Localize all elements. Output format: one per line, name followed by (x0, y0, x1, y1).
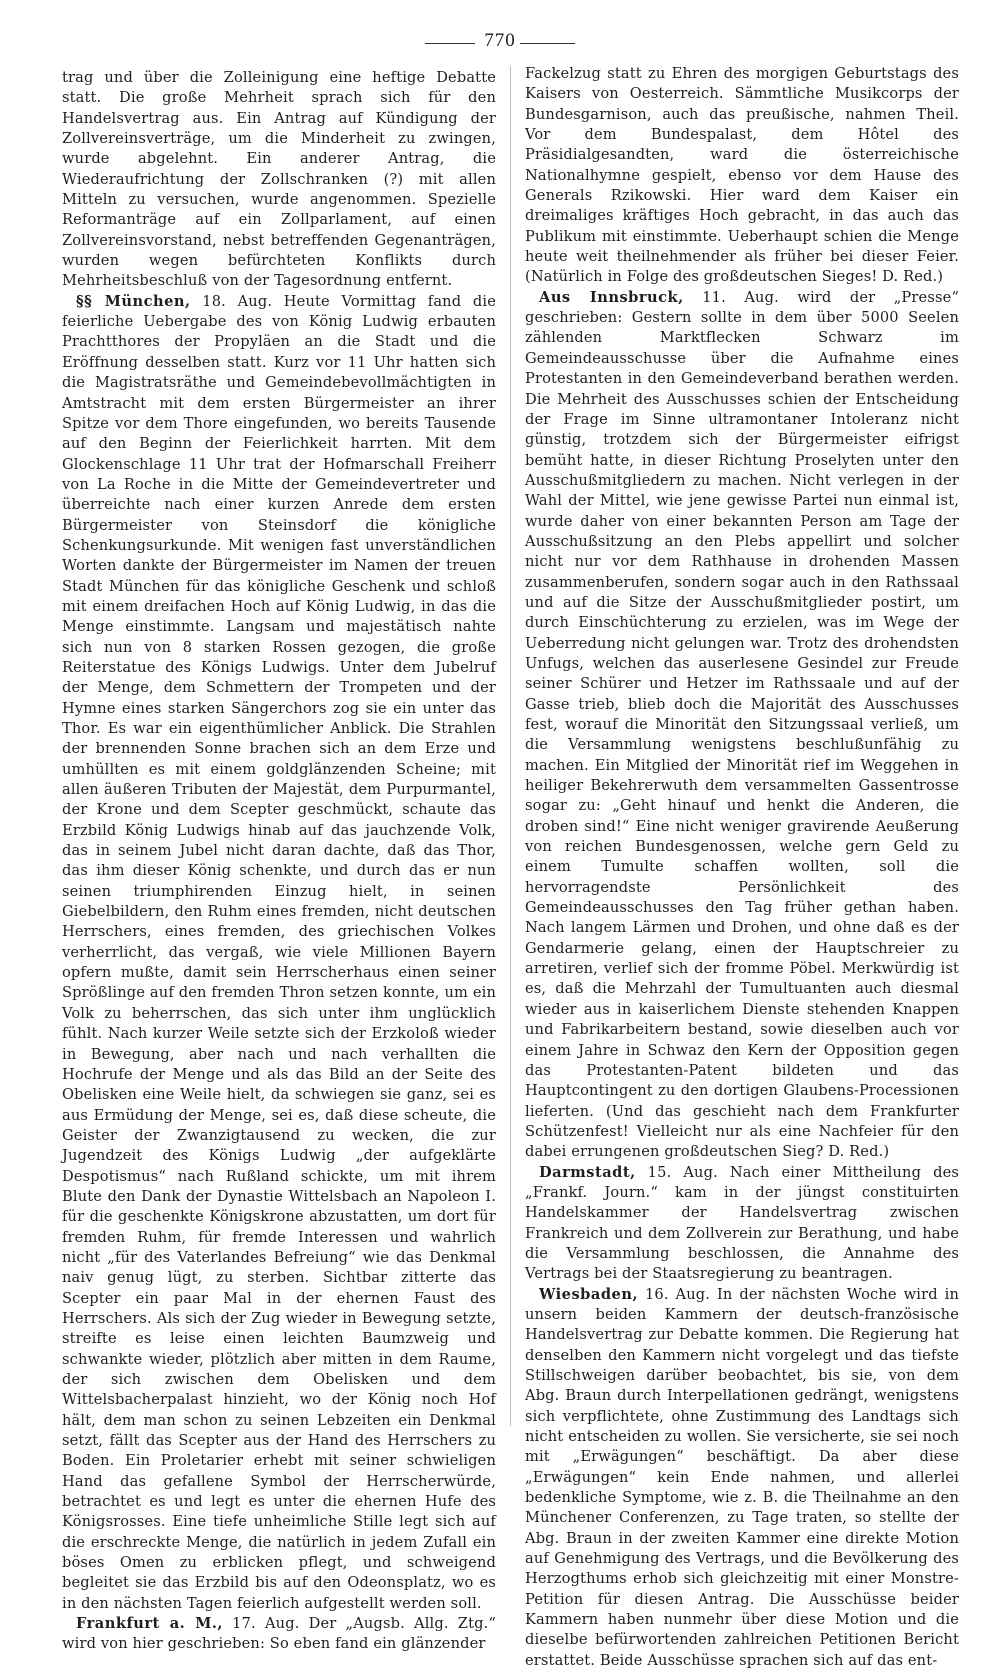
frankfurt-dateline: Frankfurt a. M., (76, 1615, 224, 1633)
darmstadt-dateline: Darmstadt, (539, 1163, 636, 1181)
wiesbaden-dateline: Wiesbaden, (539, 1285, 639, 1303)
page-number: 770 (484, 30, 516, 51)
frankfurt-article (62, 1614, 496, 1655)
column-divider (510, 66, 511, 1426)
innsbruck-article (525, 288, 959, 1163)
customs-union-debate-paragraph: trag und über die Zolleinigung eine heftige Debatte statt. Die große Mehrheit sprach sich für den Handelsvertrag aus. Ein Antrag auf Kündigung der Zollvereinsverträge, um die Minderheit zu zwingen, wurde abgelehnt. Ein anderer Antrag, die Wiederaufrichtung der Zollschranken (?) mit allen Mitteln zu versuchen, wurde angenommen. Spezielle Reformanträge auf ein Zollparlament, auf einen Zollvereinsvorstand, nebst betreffenden Gegenanträgen, wurden wegen befürchteten Konflikts durch Mehrheitsbeschluß von der Tagesordnung entfernt. (62, 69, 496, 290)
munich-dateline: §§ München, (76, 292, 191, 310)
wiesbaden-article (525, 1285, 959, 1671)
innsbruck-dateline: Aus Innsbruck, (539, 288, 684, 306)
innsbruck-text: 11. Aug. wird der „Presse“ geschrieben: Gestern sollte in dem über 5000 Seelen zählenden Marktflecken Schwarz im Gemeindeausschusse über die Aufnahme eines Protestanten in den Gemeindeverband berathen werden. Die Mehrheit des Ausschusses schien der Entscheidung der Frage im Sinne ultramontaner Intoleranz nicht günstig, trotzdem sich der Bürgermeister eifrigst bemüht hatte, in dieser Richtung Proselyten unter den Ausschußmitgliedern zu machen. Nicht verlegen in der Wahl der Mittel, wie jene gewisse Partei nun einmal ist, wurde daher von einer bekannten Person am Tage der Ausschußsitzung an den Plebs appellirt und solcher nicht nur vor dem Rathhause in drohenden Massen zusammenberufen, sondern sogar auch in den Rathssaal und auf die Sitze der Ausschußmitglieder postirt, um durch Einschüchterung zu erzielen, was im Wege der Ueberredung nicht gelungen war. Trotz des drohendsten Unfugs, welchen das auserlesene Gesindel zur Freude seiner Schürer und Hetzer im Rathssaale und auf der Gasse trieb, blieb doch die Majorität des Ausschusses fest, worauf die Minorität den Sitzungssaal verließ, um die Versammlung wenigstens beschlußunfähig zu machen. Ein Mitglied der Minorität rief im Weggehen in heiliger Bekehrerwuth dem versammelten Gassentrosse sogar zu: „Geht hinauf und henkt die Anderen, die droben sind!“ Eine nicht weniger gravirende Aeußerung von reichen Bundesgenossen, welche gern Geld zu einem Tumulte schaffen wollten, soll die hervorragendste Persönlichkeit des Gemeindeausschusses den Tag früher gethan haben. Nach langem Lärmen und Drohen, und ohne daß es der Gendarmerie gelang, einen der Hauptschreier zu arretiren, verlief sich der fromme Pöbel. Merkwürdig ist es, daß die Mehrzahl der Tumultuanten auch diesmal wieder aus in kaiserlichem Dienste stehenden Knappen und Fabrikarbeitern bestand, sowie dieselben auch vor einem Jahre in Schwaz den Kern der Opposition gegen das Protestanten-Patent bildeten und das Hauptcontingent zu den dortigen Glaubens-Processionen lieferten. (Und das geschieht nach dem Frankfurter Schützenfest! Vielleicht nur als eine Nachfeier für den dabei errungenen großdeutschen Sieg? D. Red.) (525, 288, 959, 1161)
header-rule-right (520, 43, 575, 44)
right-column (525, 64, 959, 1671)
frankfurt-text: 17. Aug. Der „Augsb. Allg. Ztg.“ wird von hier geschrieben: So eben fand ein glänzender (62, 1615, 496, 1653)
darmstadt-article (525, 1163, 959, 1285)
torchlight-procession-paragraph: Fackelzug statt zu Ehren des morgigen Geburtstags des Kaisers von Oesterreich. Sämmtliche Musikcorps der Bundesgarnison, auch das preußische, nahmen Theil. Vor dem Bundespalast, dem Hôtel des Präsidialgesandten, ward die österreichische Nationalhymne gespielt, ebenso vor dem Hause des Generals Rzikowski. Hier ward dem Kaiser ein dreimaliges kräftiges Hoch gebracht, in das auch das Publikum mit einstimmte. Ueberhaupt schien die Menge heute weit theilnehmender als früher bei dieser Feier. (Natürlich in Folge des großdeutschen Sieges! D. Red.) (525, 65, 959, 286)
wiesbaden-text: 16. Aug. In der nächsten Woche wird in unsern beiden Kammern der deutsch-französische Handelsvertrag zur Debatte kommen. Die Regierung hat denselben den Kammern nicht vorgelegt und das tiefste Stillschweigen darüber beobachtet, bis sie, von dem Abg. Braun durch Interpellationen gedrängt, wenigstens sich verpflichtete, ohne Zustimmung des Landtags sich nicht entscheiden zu wollen. Sie versicherte, sie sei noch mit „Erwägungen“ beschäftigt. Da aber diese „Erwägungen“ kein Ende nahmen, und allerlei bedenkliche Symptome, wie z. B. die Theilnahme an den Münchener Conferenzen, zu Tage traten, so stellte der Abg. Braun in der zweiten Kammer eine direkte Motion auf Genehmigung des Vertrags, und die Bevölkerung des Herzogthums erhob sich gleichzeitig mit einer Monstre-Petition für diesen Antrag. Die Ausschüsse beider Kammern haben nunmehr über diese Motion und die dieselbe befürwortenden zahlreichen Petitionen Bericht erstattet. Beide Ausschüsse sprachen sich auf das ent- (525, 1285, 959, 1669)
left-column (62, 68, 496, 1655)
header-rule-left (425, 43, 475, 44)
munich-text: 18. Aug. Heute Vormittag fand die feierliche Uebergabe des von König Ludwig erbauten Prachtthores der Propyläen an die Stadt und die Eröffnung desselben statt. Kurz vor 11 Uhr hatten sich die Magistratsräthe und Gemeindebevollmächtigten in Amtstracht mit dem ersten Bürgermeister an ihrer Spitze vor dem Thore eingefunden, wo bereits Tausende auf den Beginn der Feierlichkeit harrten. Mit dem Glockenschlage 11 Uhr trat der Hofmarschall Freiherr von La Roche in die Mitte der Gemeindevertreter und überreichte nach einer kurzen Anrede dem ersten Bürgermeister von Steinsdorf die königliche Schenkungsurkunde. Mit wenigen fast unverständlichen Worten dankte der Bürgermeister im Namen der treuen Stadt München für das königliche Geschenk und schloß mit einem dreifachen Hoch auf König Ludwig, in das die Menge einstimmte. Langsam und majestätisch nahte sich nun von 8 starken Rossen gezogen, die große Reiterstatue des Königs Ludwigs. Unter dem Jubelruf der Menge, dem Schmettern der Trompeten und der Hymne eines starken Sängerchors zog sie ein unter das Thor. Es war ein eigenthümlicher Anblick. Die Strahlen der brennenden Sonne brachen sich an dem Erze und umhüllten es mit einem goldglänzenden Scheine; mit allen äußeren Tributen der Majestät, dem Purpurmantel, der Krone und dem Scepter geschmückt, schaute das Erzbild König Ludwigs hinab auf das jauchzende Volk, das in seinem Jubel nicht daran dachte, daß das Thor, das ihm dieser König schenkte, und durch das er nun seinen triumphirenden Einzug hielt, in seinen Giebelbildern, den Ruhm eines fremden, nicht deutschen Herrschers, eines fremden, des griechischen Volkes verherrlicht, das vergaß, wie viele Millionen Bayern opfern mußte, damit sein Herrscherhaus einen seiner Sprößlinge auf den fremden Thron setzen konnte, um ein Volk zu beherrschen, das sich unter ihm unglücklich fühlt. Nach kurzer Weile setzte sich der Erzkoloß wieder in Bewegung, aber nach und nach verhallten die Hochrufe der Menge und als das Bild an der Seite des Obelisken eine Weile hielt, da schwiegen sie ganz, sei es aus Ermüdung der Menge, sei es, daß diese scheute, die Geister der Zwanzigtausend zu wecken, die zur Jugendzeit des Königs Ludwig „der aufgeklärte Despotismus“ nach Rußland schickte, um mit ihrem Blute den Dank der Dynastie Wittelsbach an Napoleon I. für die geschenkte Königskrone abzustatten, um dort für fremden Ruhm, für fremde Interessen und wahrlich nicht „für des Vaterlandes Befreiung“ wie das Denkmal naiv genug lügt, zu sterben. Sichtbar zitterte das Scepter ein paar Mal in der ehernen Faust des Herrschers. Als sich der Zug wieder in Bewegung setzte, streifte es leise einen leichten Baumzweig und schwankte wieder, plötzlich aber mitten in dem Raume, der sich zwischen dem Obelisken und dem Wittelsbacherpalast hinzieht, wo der König noch Hof hält, dem man schon zu seinen Lebzeiten ein Denkmal setzt, fällt das Scepter aus der Hand des Herrschers zu Boden. Ein Proletarier erhebt mit seiner schwieligen Hand das gefallene Symbol der Herrscherwürde, betrachtet es und legt es unter die ehernen Hufe des Königsrosses. Eine tiefe unheimliche Stille legt sich auf die erschreckte Menge, die natürlich in jedem Zufall ein böses Omen zu erblicken pflegt, und schweigend begleitet sie das Erzbild bis auf den Odeonsplatz, wo es in den nächsten Tagen feierlich aufgestellt werden soll. (62, 292, 496, 1612)
darmstadt-text: 15. Aug. Nach einer Mittheilung des „Frankf. Journ.“ kam in der jüngst constituirten Handelskammer der Handelsvertrag zwischen Frankreich und dem Zollverein zur Berathung, und habe die Versammlung beschlossen, die Annahme des Vertrags bei der Staatsregierung zu beantragen. (525, 1163, 959, 1283)
munich-article (62, 292, 496, 1614)
